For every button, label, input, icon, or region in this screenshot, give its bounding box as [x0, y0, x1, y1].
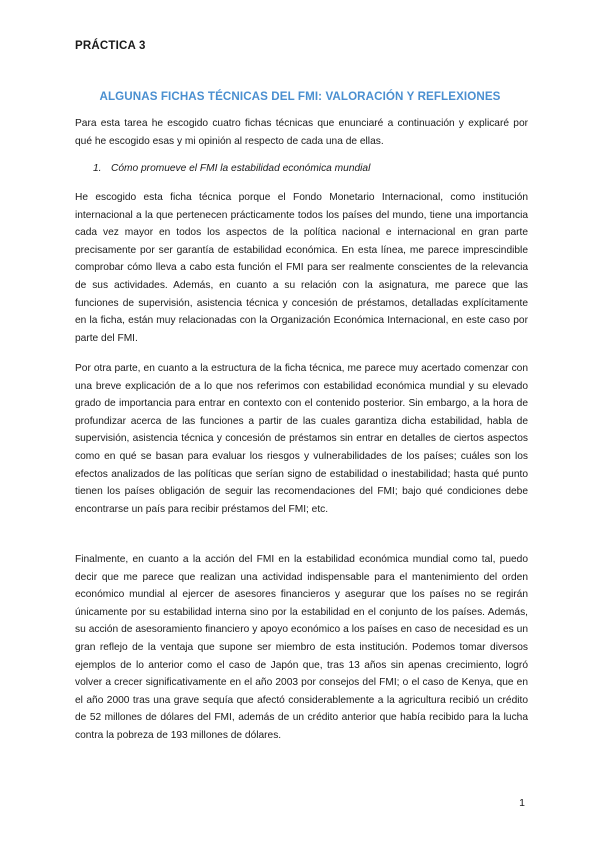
list-item-text: Cómo promueve el FMI la estabilidad económica mundial — [111, 163, 371, 174]
intro-paragraph: Para esta tarea he escogido cuatro fichas técnicas que enunciaré a continuación y explicaré por qué he escogido esas y mi opinión al respecto de cada una de ellas. — [75, 118, 528, 147]
list-item — [93, 163, 370, 174]
practice-header: PRÁCTICA 3 — [75, 40, 146, 52]
list-item-number: 1. — [93, 163, 102, 174]
body-paragraph-3: Finalmente, en cuanto a la acción del FMI en la estabilidad económica mundial como tal, puedo decir que me parece que realizan una actividad indispensable para el mantenimiento del orden económico mundial al ejercer de asesores financieros y asegurar que los países no se regirán únicamente por su estabilidad interna sino por la estabilidad en el conjunto de los países. Además, su acción de asesoramiento financiero y apoyo económico a los países en caso de necesidad es un gran reflejo de la ventaja que supone ser miembro de esta institución. Podemos tomar diversos ejemplos de lo anterior como el caso de Japón que, tras 13 años sin apenas crecimiento, logró volver a crecer significativamente en el año 2003 por consejos del FMI; o el caso de Kenya, que en el año 2000 tras una grave sequía que afectó considerablemente a la agricultura recibió un crédito de 52 millones de dólares del FMI, además de un crédito anterior que había recibido para la lucha contra la pobreza de 193 millones de dólares. — [75, 554, 528, 741]
body-paragraph-1: He escogido esta ficha técnica porque el Fondo Monetario Internacional, como institución internacional a la que pertenecen prácticamente todos los países del mundo, tiene una importancia cada vez mayor en todos los aspectos de la política nacional e internacional en gran parte precisamente por ser garantía de estabilidad económica. En esta línea, me parece imprescindible comprobar cómo lleva a cabo esta función el FMI para ser realmente conscientes de la relevancia de sus actividades. Además, en cuanto a su relación con la asignatura, me parece que las funciones de supervisión, asistencia técnica y concesión de préstamos, detalladas explícitamente en la ficha, están muy relacionadas con la Organización Económica Internacional, en este caso por parte del FMI. — [75, 192, 528, 344]
body-paragraph-2: Por otra parte, en cuanto a la estructura de la ficha técnica, me parece muy acertado comenzar con una breve explicación de a lo que nos referimos con estabilidad económica mundial y su elevado grado de importancia para entrar en contexto con el contenido posterior. Sin embargo, a la hora de profundizar acerca de las funciones a partir de las cuales garantiza dicha estabilidad, habla de supervisión, asistencia técnica y concesión de préstamos sin entrar en detalles de ciertos aspectos como en qué se basan para evaluar los riesgos y vulnerabilidades de los países; cuáles son los efectos analizados de las políticas que serían signo de estabilidad o inestabilidad; hasta qué punto tienen los países obligación de seguir las recomendaciones del FMI; bajo qué condiciones debe encontrarse un país para recibir préstamos del FMI; etc. — [75, 363, 528, 515]
page-number: 1 — [519, 797, 525, 809]
document-title: ALGUNAS FICHAS TÉCNICAS DEL FMI: VALORACIÓN Y REFLEXIONES — [99, 90, 501, 103]
